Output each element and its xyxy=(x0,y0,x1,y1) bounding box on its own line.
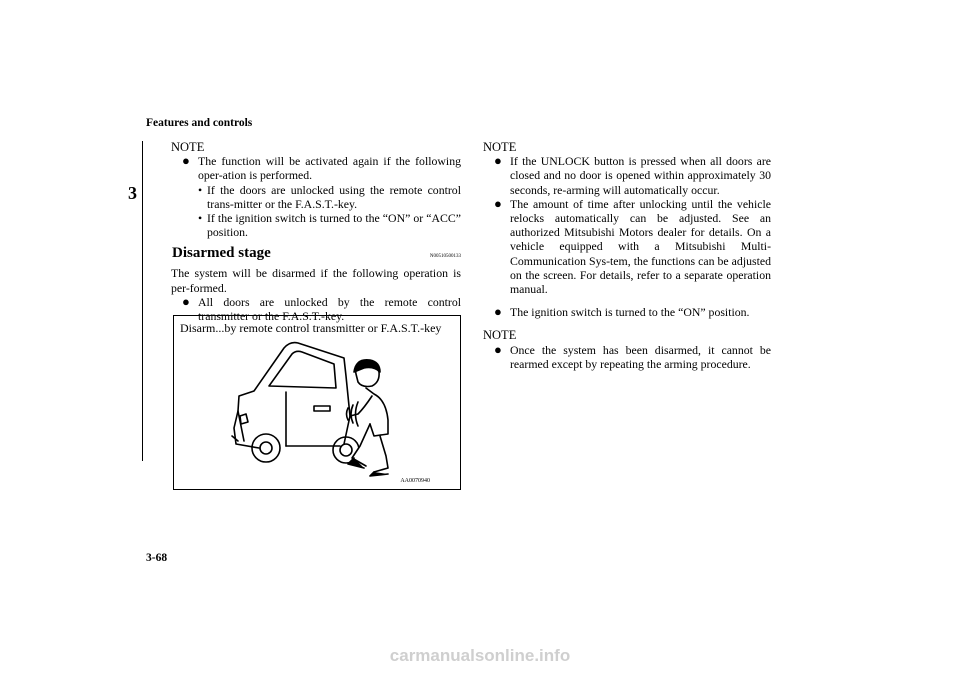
note-bullet: ● The amount of time after unlocking until the vehicle relocks automatically can be adjusted. See an authorized Mitsubishi Motors dealer for details. On a vehicle equipped with a Mitsubishi Multi-Communication Sys-tem, the functions can be adjusted on the screen. For details, refer to a separate operation manual. xyxy=(494,195,771,297)
sub-item: • If the ignition switch is turned to the “ON” or “ACC” position. xyxy=(198,211,461,240)
bullet-icon: ● xyxy=(182,153,190,169)
sub-item: • If the doors are unlocked using the remote control trans-mitter or the F.A.S.T.-key. xyxy=(198,182,461,211)
bullet-icon: ● xyxy=(182,293,190,309)
note-label: NOTE xyxy=(483,328,517,343)
sub-bullet-icon: • xyxy=(198,211,203,226)
note-bullet: ● Once the system has been disarmed, it cannot be rearmed except by repeating the arming procedure. xyxy=(494,341,771,371)
section-title: Disarmed stage xyxy=(172,245,271,262)
section-bullet: ● All doors are unlocked by the remote control transmitter or the F.A.S.T.-key. xyxy=(182,293,461,324)
figure-code: AA0070940 xyxy=(400,478,430,484)
watermark: carmanualsonline.info xyxy=(389,646,571,665)
sub-bullet-icon: • xyxy=(198,182,203,197)
chapter-divider xyxy=(142,141,143,461)
left-column xyxy=(172,140,461,323)
note-label: NOTE xyxy=(171,140,205,154)
page-number: 3-68 xyxy=(146,552,168,564)
note-label: NOTE xyxy=(483,140,517,154)
section-intro: The system will be disarmed if the following operation is per-formed. xyxy=(171,266,461,295)
section-heading xyxy=(172,246,461,266)
car-unlock-illustration xyxy=(174,316,460,489)
section-code: N00510500133 xyxy=(429,254,461,260)
figure-caption: Disarm...by remote control transmitter or F.A.S.T.-key xyxy=(180,321,442,335)
bullet-icon: ● xyxy=(494,153,502,169)
note-bullet: ● If the UNLOCK button is pressed when all doors are closed and no door is opened within approximately 30 seconds, re-arming will automatically occur. xyxy=(494,153,771,197)
bullet-icon: ● xyxy=(494,341,502,357)
body-bullet: ● The ignition switch is turned to the “ON” position. xyxy=(494,304,750,320)
chapter-tab: 3 xyxy=(128,183,137,203)
note-sublist xyxy=(182,183,461,240)
running-header: Features and controls xyxy=(146,117,253,129)
bullet-icon: ● xyxy=(494,195,502,211)
right-column xyxy=(484,140,771,371)
bullet-icon: ● xyxy=(494,304,502,320)
note-bullet: ● The function will be activated again if the following oper-ation is performed. xyxy=(182,153,461,183)
figure-box xyxy=(173,315,461,490)
